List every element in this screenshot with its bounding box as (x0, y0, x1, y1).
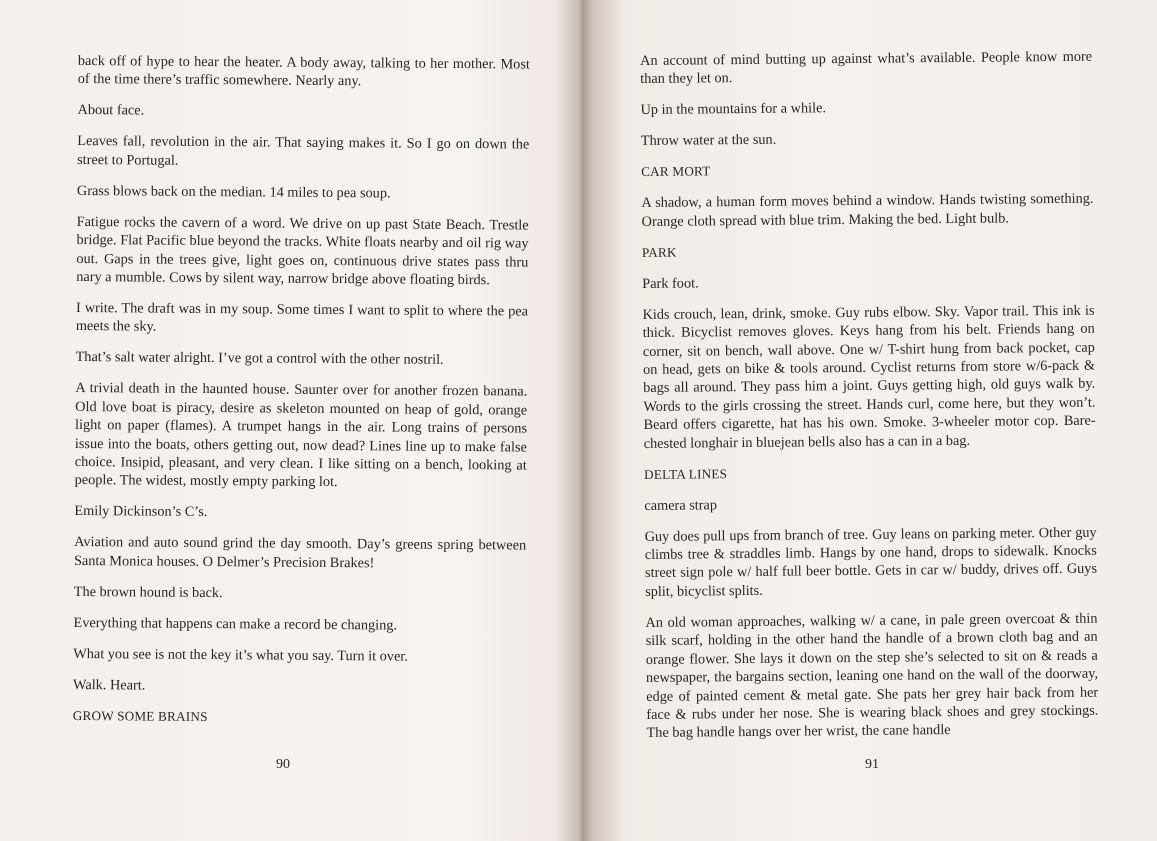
paragraph: The brown hound is back. (73, 583, 223, 602)
paragraph: What you see is not the key it’s what you say. Turn it over. (73, 645, 408, 665)
paragraph: Emily Dickinson’s C’s. (74, 503, 208, 521)
right-page (582, 0, 1157, 841)
paragraph: Up in the mountains for a while. (640, 100, 827, 119)
paragraph: camera strap (644, 496, 718, 514)
paragraph: Throw water at the sun. (640, 132, 777, 150)
paragraph: I write. The draft was in my soup. Some times I want to split to where the pea meets the sky. (75, 300, 529, 336)
section-heading: DELTA LINES (643, 465, 728, 482)
paragraph: An old woman approaches, walking w/ a cane, in pale green overcoat & thin silk scarf, holding in the other hand the handle of a brown cloth bag and an orange flower. She lays it down on the step she’s selected to sit on & reads a newspaper, the bargains section, leaning one hand on the wall of the doorway, edge of painted cement & metal gate. She pats her grey hair back from her face & rubs under her nose. She is wearing black shoes and grey stockings. The bag handle hangs over her wrist, the cane handle (645, 610, 1099, 742)
paragraph: Kids crouch, lean, drink, smoke. Guy rubs elbow. Sky. Vapor trail. This ink is thick. Bicyclist removes gloves. Keys hang from his belt. Friends hang on corner, sit on bench, wall above. One w/ T-shirt hung from back pocket, cap on head, gets on bike & tools around. Cyclist returns from store w/6-pack & bags all around. They pass him a joint. Guys getting high, old guys walk by. Words to the girls crossing the street. Hands curl, come here, but they won’t. Beard offers cigarette, hat has his own. Smoke. 3-wheeler motor cop. Bare-chested longhair in bluejean bells also has a can in a bag. (642, 302, 1096, 452)
paragraph: An account of mind butting up against what’s available. People know more than they let on. (640, 48, 1093, 88)
paragraph: Fatigue rocks the cavern of a word. We drive on up past State Beach. Trestle bridge. Flat Pacific blue beyond the tracks. White floats nearby and oil rig way out. Gaps in the trees give, light goes on, continuous drive states pass thru nary a mumble. Cows by silent way, narrow bridge above floating birds. (76, 213, 529, 289)
paragraph: Grass blows back on the median. 14 miles to pea soup. (76, 182, 391, 202)
paragraph: Everything that happens can make a record be changing. (73, 614, 398, 634)
paragraph: That’s salt water alright. I’ve got a control with the other nostril. (75, 349, 444, 369)
left-page (0, 0, 578, 841)
paragraph: Park foot. (642, 275, 699, 292)
paragraph: Guy does pull ups from branch of tree. Guy leans on parking meter. Other guy climbs tree & straddles limb. Hangs by one hand, drops to sidewalk. Knocks street sign pole w/ half full beer bottle. Gets in car w/ buddy, drives off. Guys split, bicyclist splits. (644, 524, 1098, 600)
paragraph: A trivial death in the haunted house. Saunter over for another frozen banana. Old love boat is piracy, desire as skeleton mounted on heap of gold, orange light on paper (flames). A trumpet hangs in the air. Long trains of persons issue into the boats, others getting out, now dead? Lines line up to make false choice. Insipid, pleasant, and very clean. I like sitting on a bench, looking at people. The widest, mostly empty parking lot. (74, 380, 528, 491)
paragraph: Walk. Heart. (72, 676, 146, 694)
paragraph: A shadow, a human form moves behind a window. Hands twisting something. Orange cloth spread with blue trim. Making the bed. Light bulb. (641, 191, 1094, 230)
page-number: 91 (865, 757, 879, 772)
section-heading: GROW SOME BRAINS (72, 707, 208, 724)
section-heading: PARK (641, 244, 677, 260)
left-text-column (73, 52, 530, 741)
paragraph: About face. (77, 102, 145, 119)
right-text-column (640, 48, 1099, 756)
section-heading: CAR MORT (641, 163, 711, 180)
page-number: 90 (276, 757, 290, 772)
paragraph: Leaves fall, revolution in the air. That saying makes it. So I go on down the street to Portugal. (77, 133, 530, 169)
paragraph: Aviation and auto sound grind the day smooth. Day’s greens spring between Santa Monica houses. O Delmer’s Precision Brakes! (73, 534, 527, 572)
paragraph: back off of hype to hear the heater. A body away, talking to her mother. Most of the time there’s traffic somewhere. Nearly any. (77, 52, 530, 90)
